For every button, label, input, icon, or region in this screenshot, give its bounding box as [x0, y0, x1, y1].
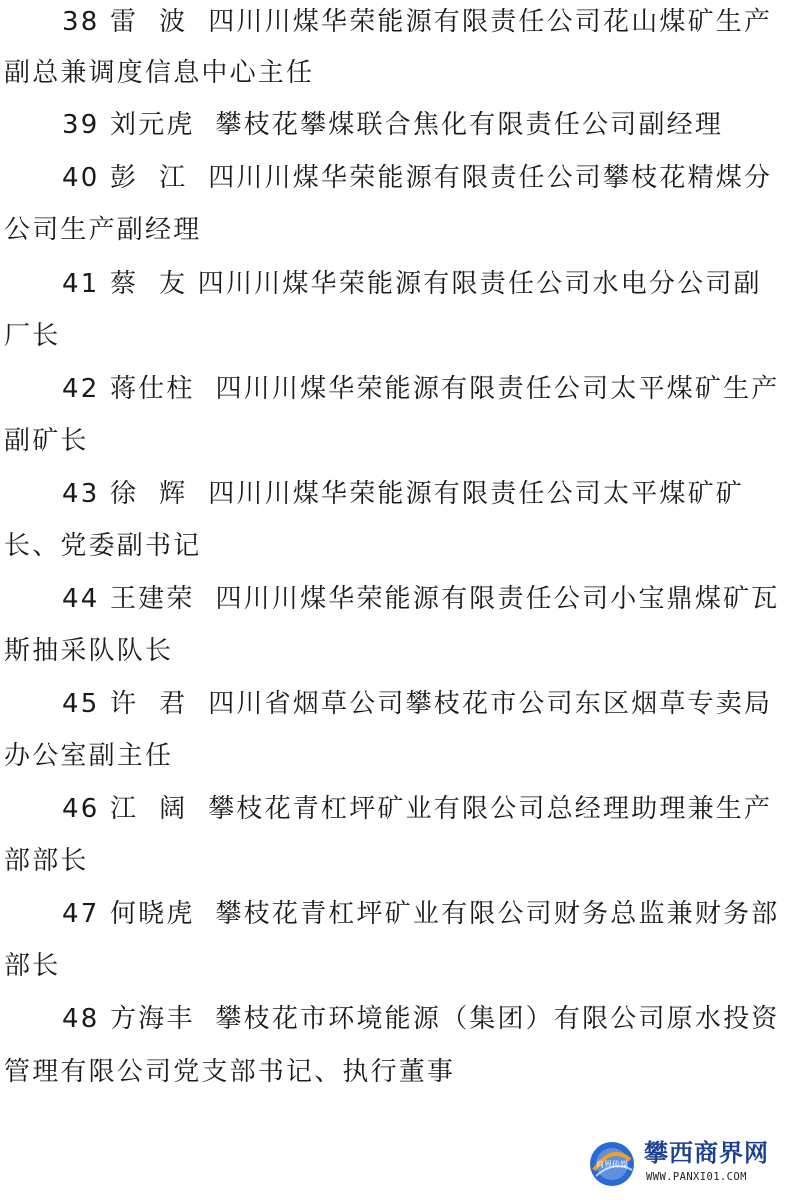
- entry-continuation: 副矿长: [4, 426, 89, 456]
- entry-line: 38 雷 波 四川川煤华荣能源有限责任公司花山煤矿生产: [62, 7, 773, 37]
- entry-continuation: 公司生产副经理: [4, 215, 202, 245]
- entry-line: 43 徐 辉 四川川煤华荣能源有限责任公司太平煤矿矿: [62, 479, 745, 509]
- site-title: 攀西商界网: [644, 1138, 769, 1167]
- entry-line: 48 方海丰 攀枝花市环境能源（集团）有限公司原水投资: [62, 1004, 780, 1034]
- site-logo-icon: [588, 1140, 636, 1188]
- entry-continuation: 副总兼调度信息中心主任: [4, 58, 315, 88]
- entry-line: 41 蔡 友 四川川煤华荣能源有限责任公司水电分公司副: [62, 269, 762, 299]
- entry-continuation: 长、党委副书记: [4, 531, 202, 561]
- entry-line: 44 王建荣 四川川煤华荣能源有限责任公司小宝鼎煤矿瓦: [62, 584, 780, 614]
- entry-line: 39 刘元虎 攀枝花攀煤联合焦化有限责任公司副经理: [62, 110, 724, 140]
- entry-line: 46 江 阔 攀枝花青杠坪矿业有限公司总经理助理兼生产: [62, 794, 773, 824]
- entry-line: 42 蒋仕柱 四川川煤华荣能源有限责任公司太平煤矿生产: [62, 374, 780, 404]
- site-url: WWW.PANXI01.COM: [646, 1171, 747, 1183]
- entry-line: 47 何晓虎 攀枝花青杠坪矿业有限公司财务总监兼财务部: [62, 899, 780, 929]
- entry-continuation: 部长: [4, 951, 61, 981]
- entry-continuation: 斯抽采队队长: [4, 636, 174, 666]
- entry-continuation: 厂长: [4, 321, 61, 351]
- entry-continuation: 办公室副主任: [4, 741, 174, 771]
- entry-continuation: 部部长: [4, 846, 89, 876]
- logo-badge-text: 商界传媒: [596, 1160, 628, 1169]
- entry-continuation: 管理有限公司党支部书记、执行董事: [4, 1057, 456, 1087]
- entry-line: 45 许 君 四川省烟草公司攀枝花市公司东区烟草专卖局: [62, 689, 773, 719]
- entry-line: 40 彭 江 四川川煤华荣能源有限责任公司攀枝花精煤分: [62, 163, 773, 193]
- site-watermark: [588, 1138, 778, 1190]
